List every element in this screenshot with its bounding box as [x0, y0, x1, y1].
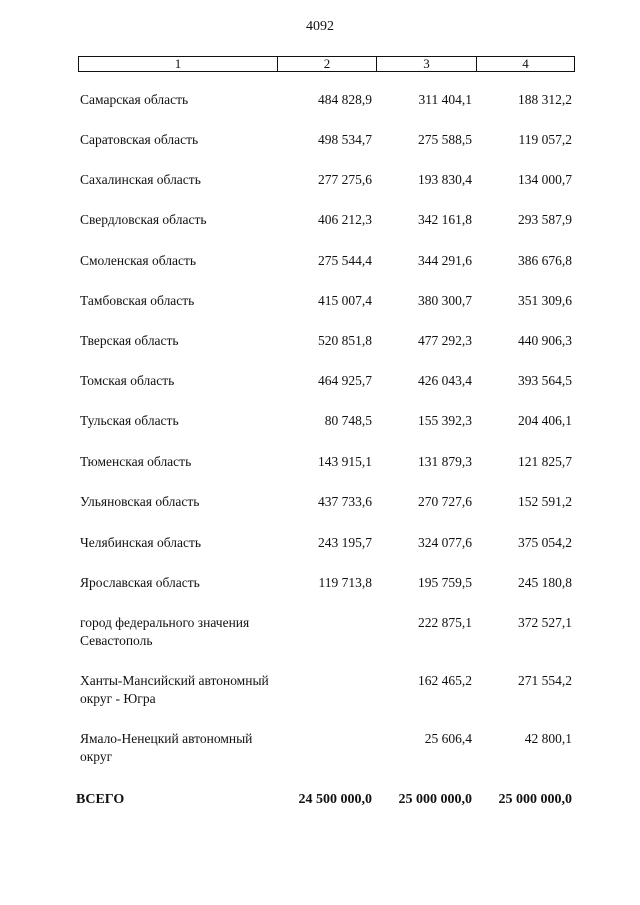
- region-name: Саратовская область: [80, 132, 199, 147]
- value-col-2: 119 713,8: [318, 575, 372, 590]
- value-col-2: 277 275,6: [318, 172, 372, 187]
- total-col-2: 24 500 000,0: [298, 792, 372, 807]
- region-name: Ярославская область: [80, 575, 200, 590]
- value-col-2: 498 534,7: [318, 132, 372, 147]
- value-col-4: 293 587,9: [518, 212, 572, 227]
- value-col-4: 351 309,6: [518, 293, 572, 308]
- total-col-3: 25 000 000,0: [398, 792, 472, 807]
- value-col-4: 386 676,8: [518, 253, 572, 268]
- region-name: Ульяновская область: [80, 494, 200, 509]
- value-col-3: 155 392,3: [418, 413, 472, 428]
- value-col-4: 188 312,2: [518, 92, 572, 107]
- value-col-3: 162 465,2: [418, 673, 472, 688]
- value-col-3: 342 161,8: [418, 212, 472, 227]
- region-name: Ямало-Ненецкий автономный округ: [80, 731, 253, 764]
- value-col-3: 380 300,7: [418, 293, 472, 308]
- header-col-3: 3: [376, 57, 476, 71]
- value-col-4: 119 057,2: [518, 132, 572, 147]
- value-col-4: 121 825,7: [518, 454, 572, 469]
- value-col-3: 426 043,4: [418, 373, 472, 388]
- value-col-4: 152 591,2: [518, 494, 572, 509]
- value-col-4: 204 406,1: [518, 413, 572, 428]
- region-name: Челябинская область: [80, 535, 202, 550]
- value-col-4: 375 054,2: [518, 535, 572, 550]
- total-label: ВСЕГО: [76, 792, 125, 807]
- value-col-3: 222 875,1: [418, 615, 472, 630]
- value-col-3: 131 879,3: [418, 454, 472, 469]
- value-col-4: 42 800,1: [524, 731, 572, 746]
- region-name: Самарская область: [80, 92, 189, 107]
- value-col-3: 195 759,5: [418, 575, 472, 590]
- value-col-3: 477 292,3: [418, 333, 472, 348]
- region-name: Тюменская область: [80, 454, 192, 469]
- page-number: 4092: [306, 19, 334, 34]
- header-col-1: 1: [174, 56, 182, 71]
- value-col-2: 437 733,6: [318, 494, 372, 509]
- value-col-2: 484 828,9: [318, 92, 372, 107]
- value-col-3: 193 830,4: [418, 172, 472, 187]
- value-col-2: 464 925,7: [318, 373, 372, 388]
- value-col-3: 275 588,5: [418, 132, 472, 147]
- header-col-2: 2: [277, 57, 376, 71]
- value-col-2: 243 195,7: [318, 535, 372, 550]
- table-header: [78, 56, 575, 72]
- value-col-3: 344 291,6: [418, 253, 472, 268]
- value-col-3: 270 727,6: [418, 494, 472, 509]
- value-col-4: 271 554,2: [518, 673, 572, 688]
- value-col-2: 415 007,4: [318, 293, 372, 308]
- value-col-4: 134 000,7: [518, 172, 572, 187]
- region-name: Тульская область: [80, 413, 179, 428]
- value-col-2: 80 748,5: [324, 413, 372, 428]
- region-name: Томская область: [80, 373, 175, 388]
- value-col-4: 440 906,3: [518, 333, 572, 348]
- value-col-2: 520 851,8: [318, 333, 372, 348]
- value-col-2: 143 915,1: [318, 454, 372, 469]
- region-name: Свердловская область: [80, 212, 207, 227]
- region-name: Смоленская область: [80, 253, 197, 268]
- region-name: Тверская область: [80, 333, 179, 348]
- region-name: Сахалинская область: [80, 172, 201, 187]
- total-col-4: 25 000 000,0: [498, 792, 572, 807]
- value-col-3: 324 077,6: [418, 535, 472, 550]
- region-name: город федерального значения Севастополь: [80, 615, 250, 648]
- value-col-4: 393 564,5: [518, 373, 572, 388]
- value-col-4: 245 180,8: [518, 575, 572, 590]
- value-col-4: 372 527,1: [518, 615, 572, 630]
- value-col-2: 406 212,3: [318, 212, 372, 227]
- header-col-4: 4: [476, 57, 574, 71]
- value-col-3: 25 606,4: [424, 731, 472, 746]
- value-col-2: 275 544,4: [318, 253, 372, 268]
- value-col-3: 311 404,1: [418, 92, 472, 107]
- region-name: Ханты-Мансийский автономный округ - Югра: [80, 673, 269, 706]
- region-name: Тамбовская область: [80, 293, 195, 308]
